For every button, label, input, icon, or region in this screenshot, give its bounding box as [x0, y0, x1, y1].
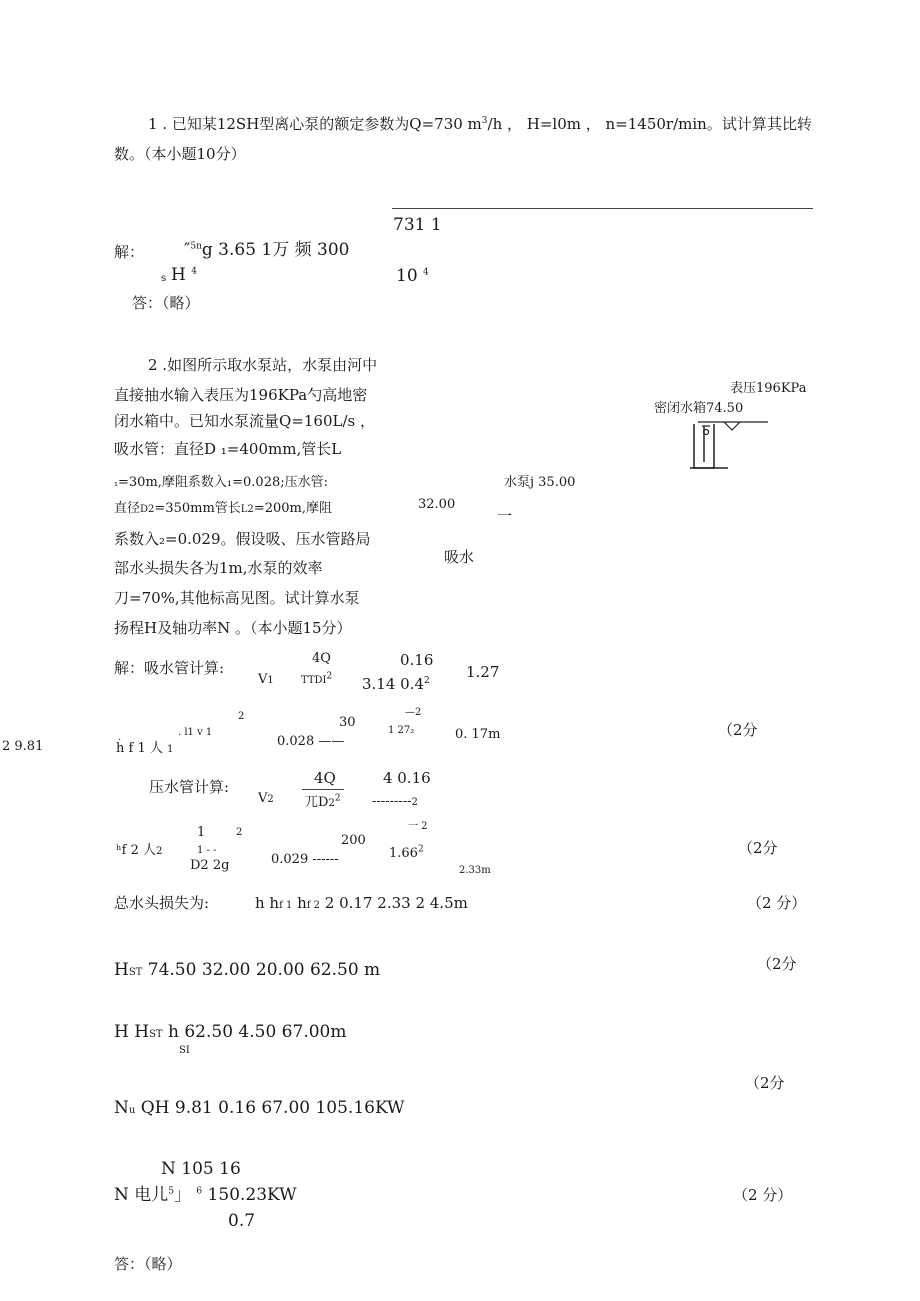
hf2-one: 1 — [197, 825, 206, 840]
q1-subscript-s: s — [161, 273, 167, 284]
hf2-result: 2.33m — [459, 865, 491, 876]
v1-symbol: V1 — [258, 672, 274, 687]
closed-tank-diagram — [688, 416, 768, 476]
fig-pressure-label: 表压196KPa — [730, 381, 807, 396]
q2-answer: 答：（略） — [114, 1255, 182, 1273]
total-expression: h hf 1 hf 2 2 0.17 2.33 2 4.5m — [255, 894, 468, 912]
q2-p3: 闭水箱中。已知水泵流量Q=160L/s ， — [114, 412, 375, 430]
sol-label: 解：吸水管计算: — [114, 659, 225, 677]
q2-p5: ₁=30m,摩阻系数入₁=0.028;压水管: — [114, 475, 328, 490]
score-1: （2分 — [718, 721, 758, 739]
fig-suction-label: 吸水 — [444, 548, 475, 566]
fig-tank-label: 密闭水箱74.50 — [654, 401, 744, 416]
hf2-coef: 0.029 ------ — [271, 852, 339, 867]
v1-result: 1.27 — [466, 663, 500, 681]
tank-body — [690, 424, 728, 468]
v2-b-numerator: 4 0.16 — [383, 769, 431, 787]
q2-p2: 直接抽水输入表压为196KPa勺高地密 — [114, 386, 368, 404]
hf1-sup: 2 — [238, 711, 245, 722]
v1-denominator: TTDI$^2$ — [301, 671, 333, 686]
q2-p10: 扬程H及轴功率N 。（本小题15分） — [114, 619, 352, 637]
score-3: （2 分） — [747, 894, 807, 912]
hf2-d2-2g: D2 2g — [190, 858, 230, 873]
n-line: N 电儿$^5$」 $^6$ 150.23KW — [114, 1185, 297, 1205]
h-line: H HST h 62.50 4.50 67.00m — [114, 1022, 347, 1042]
nu-line: Nu QH 9.81 0.16 67.00 105.16KW — [114, 1098, 405, 1118]
hf1-main: h f 1 人 1 — [116, 741, 174, 756]
hf2-frag: 1 - - — [197, 845, 217, 856]
n-numerator: N 105 16 — [161, 1159, 241, 1179]
q2-p4: 吸水管：直径D ₁=400mm,管长L — [114, 440, 342, 458]
hf1-coef: 0.028 —— — [277, 734, 345, 749]
water-level-symbol — [698, 422, 768, 435]
v1-numerator: 4Q — [312, 651, 331, 666]
q2-p6: 直径D2=350mm管长L2=200m,摩阻 — [114, 501, 332, 516]
hf1-result: 0. 17m — [455, 727, 501, 742]
hf1-m2: —2 — [405, 707, 422, 718]
v1-b-denominator: 3.14 $0.4^2$ — [362, 675, 430, 693]
q1-answer: 答：（略） — [132, 294, 200, 312]
hf1-margin-fragment: 2 9.81 — [2, 739, 44, 754]
q2-p7: 系数入₂=0.029。假设吸、压水管路局 — [114, 530, 371, 548]
q1-denominator: 10 $^4$ — [396, 266, 429, 286]
fraction-bar — [392, 208, 813, 209]
hf2-200: 200 — [341, 833, 366, 848]
press-label: 压水管计算: — [149, 778, 230, 796]
score-4: （2分 — [757, 955, 797, 973]
q2-p1: 2 .如图所示取水泵站，水泵由河中 — [148, 356, 378, 374]
v2-b-denominator: ---------2 — [372, 794, 418, 809]
v2-denominator: 兀$D2^2$ — [305, 793, 341, 810]
q2-p8: 部水头损失各为1m,水泵的效率 — [114, 559, 323, 577]
h-si-subscript: SI — [179, 1045, 190, 1056]
hf1-top: . l1 v 1 — [178, 727, 213, 738]
q1-line1: 1 . 已知某12SH型离心泵的额定参数为Q=730 $m^3/h$ ， H=l0m ， n=1450r/min。试计算其比转 — [148, 115, 812, 133]
hf1-30: 30 — [339, 715, 356, 730]
v2-numerator: 4Q — [314, 769, 336, 787]
q1-line2: 数。（本小题10分） — [114, 145, 246, 163]
score-6: （2 分） — [733, 1186, 793, 1204]
fig-dash: 一 — [497, 507, 513, 525]
score-5: （2分 — [745, 1074, 785, 1092]
hf1-dot: . — [118, 732, 122, 743]
hf2-166: 1.66$^2$ — [389, 844, 424, 861]
q2-p9: 刀=70%,其他标高见图。试计算水泵 — [114, 589, 360, 607]
q1-formula: ″$^{5n}$g 3.65 1万 频 300 — [184, 240, 350, 260]
n-denominator: 0.7 — [228, 1211, 256, 1231]
v1-b-numerator: 0.16 — [400, 651, 434, 669]
hf2-sup: 2 — [236, 827, 243, 838]
q1-solution-label: 解： — [114, 243, 145, 261]
v2-symbol: V2 — [258, 791, 274, 806]
q1-numerator: 731 1 — [393, 215, 442, 235]
score-2: （2分 — [738, 839, 778, 857]
hf1-127: 1 27₂ — [388, 725, 415, 736]
v2-fraction-bar — [302, 789, 344, 790]
fig-elev-32: 32.00 — [418, 497, 456, 512]
hf2-dash2: 一 2 — [408, 821, 428, 832]
hst-line: HST 74.50 32.00 20.00 62.50 m — [114, 960, 381, 980]
fig-pump-label: 水泵j 35.00 — [504, 475, 576, 490]
q1-formula-h: H $^4$ — [171, 265, 197, 285]
total-label: 总水头损失为: — [114, 894, 210, 912]
hf2-main: ʰf 2 人2 — [116, 843, 163, 858]
